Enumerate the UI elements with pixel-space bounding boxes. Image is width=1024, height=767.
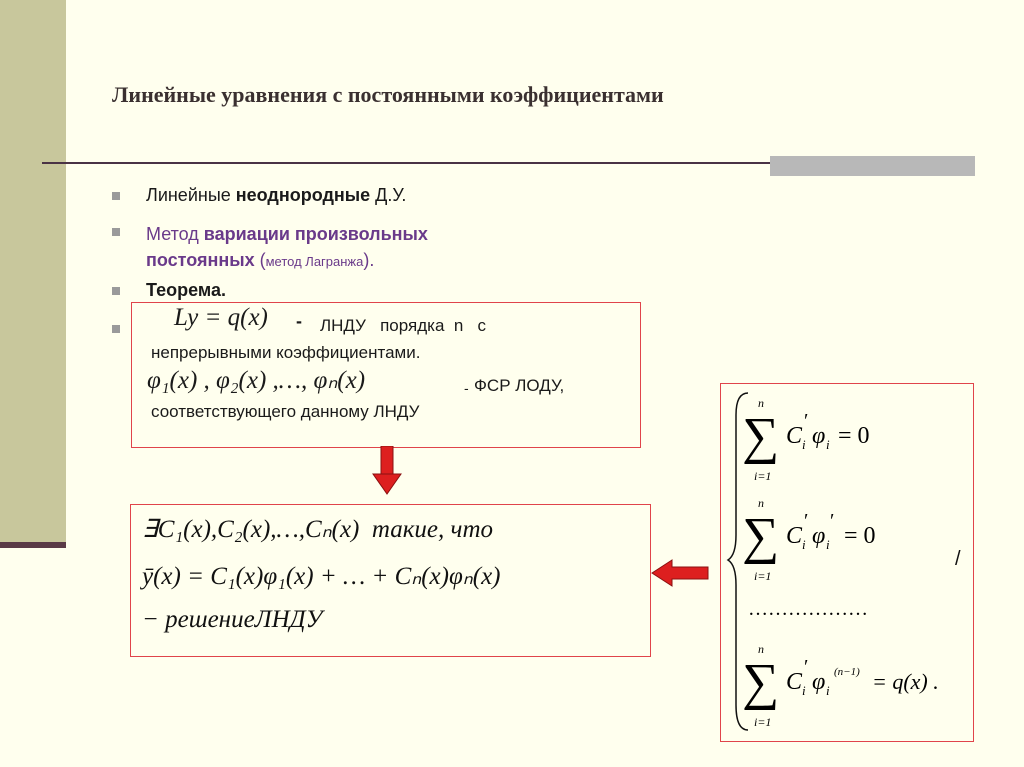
sigma-icon: ∑ xyxy=(742,508,780,565)
sigma-icon: ∑ xyxy=(742,654,780,711)
ellipsis-row: ……………… xyxy=(748,598,868,620)
svg-text:i=1: i=1 xyxy=(754,469,772,483)
slash-mark: / xyxy=(955,548,961,570)
formula-particular-solution: ȳ(x) = C₁(x)φ₁(x) + … + Cₙ(x)φₙ(x) xyxy=(142,563,501,590)
bullet-3: Теорема. xyxy=(112,280,226,301)
svg-text:C: C xyxy=(786,523,803,549)
left-decor-bar-edge xyxy=(0,542,66,548)
svg-text:′: ′ xyxy=(804,656,809,678)
svg-text:φ: φ xyxy=(812,669,826,695)
svg-text:i=1: i=1 xyxy=(754,569,772,583)
formula-ly-eq-qx: Ly = q(x) xyxy=(174,304,268,331)
slide: Линейные уравнения с постоянными коэффициентами Линейные неоднородные Д.У. Метод вариации произвольных постоянных (метод Лагранжа). Теорема. Ly = q(x) - ЛНДУ порядка n с непрерывными коэффициентами. φ₁(x) , φ₂(x) ,…, φₙ(x) - ФСР ЛОДУ, соответствующего данному ЛНДУ ∃C₁(x),C₂(x),…,Cₙ(x) такие, что ȳ(x) = C₁(x)φ₁(x) + … + Cₙ(x)φₙ(x) − решениеЛНДУ n ∑ i=1 C i ′ φ i = 0 n ∑ i=1 C i ′ φ i ′ = 0 ……………… n ∑ i=1 C i ′ φ i (n−1) = q(x) . / xyxy=(0,0,1024,767)
title-rule-accent xyxy=(770,156,975,176)
eq3-rhs: = q(x) . xyxy=(872,669,939,694)
formula-fundamental-system: φ₁(x) , φ₂(x) ,…, φₙ(x) xyxy=(147,367,366,394)
formula-solution-lndu: − решениеЛНДУ xyxy=(142,606,323,633)
bullet-square-icon xyxy=(112,192,120,200)
text-continuous-coefficients: непрерывными коэффициентами. xyxy=(151,343,421,362)
svg-text:n: n xyxy=(758,642,764,656)
svg-text:i: i xyxy=(802,683,806,698)
svg-text:i: i xyxy=(802,537,806,552)
bullet-1: Линейные неоднородные Д.У. xyxy=(112,185,406,206)
svg-text:C: C xyxy=(786,669,803,695)
bullet-square-icon xyxy=(112,287,120,295)
svg-text:i: i xyxy=(826,437,830,452)
arrow-down-icon xyxy=(372,446,402,496)
text-corresponding-lndu: соответствующего данному ЛНДУ xyxy=(151,402,420,421)
svg-text:φ: φ xyxy=(812,523,826,549)
bullet-2: Метод вариации произвольных постоянных (метод Лагранжа). xyxy=(112,221,428,275)
slide-title: Линейные уравнения с постоянными коэффициентами xyxy=(112,82,664,107)
svg-text:i: i xyxy=(826,537,830,552)
svg-text:C: C xyxy=(786,423,803,449)
eq1-rhs: = 0 xyxy=(838,423,870,449)
arrow-left-icon xyxy=(650,558,710,588)
sigma-icon: ∑ xyxy=(742,408,780,465)
svg-text:′: ′ xyxy=(830,510,835,532)
text-lndu-order: ЛНДУ порядка n с xyxy=(320,316,486,335)
svg-text:′: ′ xyxy=(804,510,809,532)
bullet-square-icon xyxy=(112,228,120,236)
svg-text:φ: φ xyxy=(812,423,826,449)
svg-text:n: n xyxy=(758,496,764,510)
svg-text:(n−1): (n−1) xyxy=(834,666,860,678)
svg-text:′: ′ xyxy=(804,410,809,432)
left-decor-bar xyxy=(0,0,66,548)
bullet-square-icon xyxy=(112,325,120,333)
svg-text:n: n xyxy=(758,396,764,410)
svg-text:i=1: i=1 xyxy=(754,715,772,729)
equation-system xyxy=(722,385,970,738)
formula-exists-c: ∃C₁(x),C₂(x),…,Cₙ(x) такие, что xyxy=(142,516,494,543)
eq2-rhs: = 0 xyxy=(844,523,876,549)
text-fsr-lodu: ФСР ЛОДУ, xyxy=(474,376,565,395)
svg-text:i: i xyxy=(802,437,806,452)
svg-text:i: i xyxy=(826,683,830,698)
